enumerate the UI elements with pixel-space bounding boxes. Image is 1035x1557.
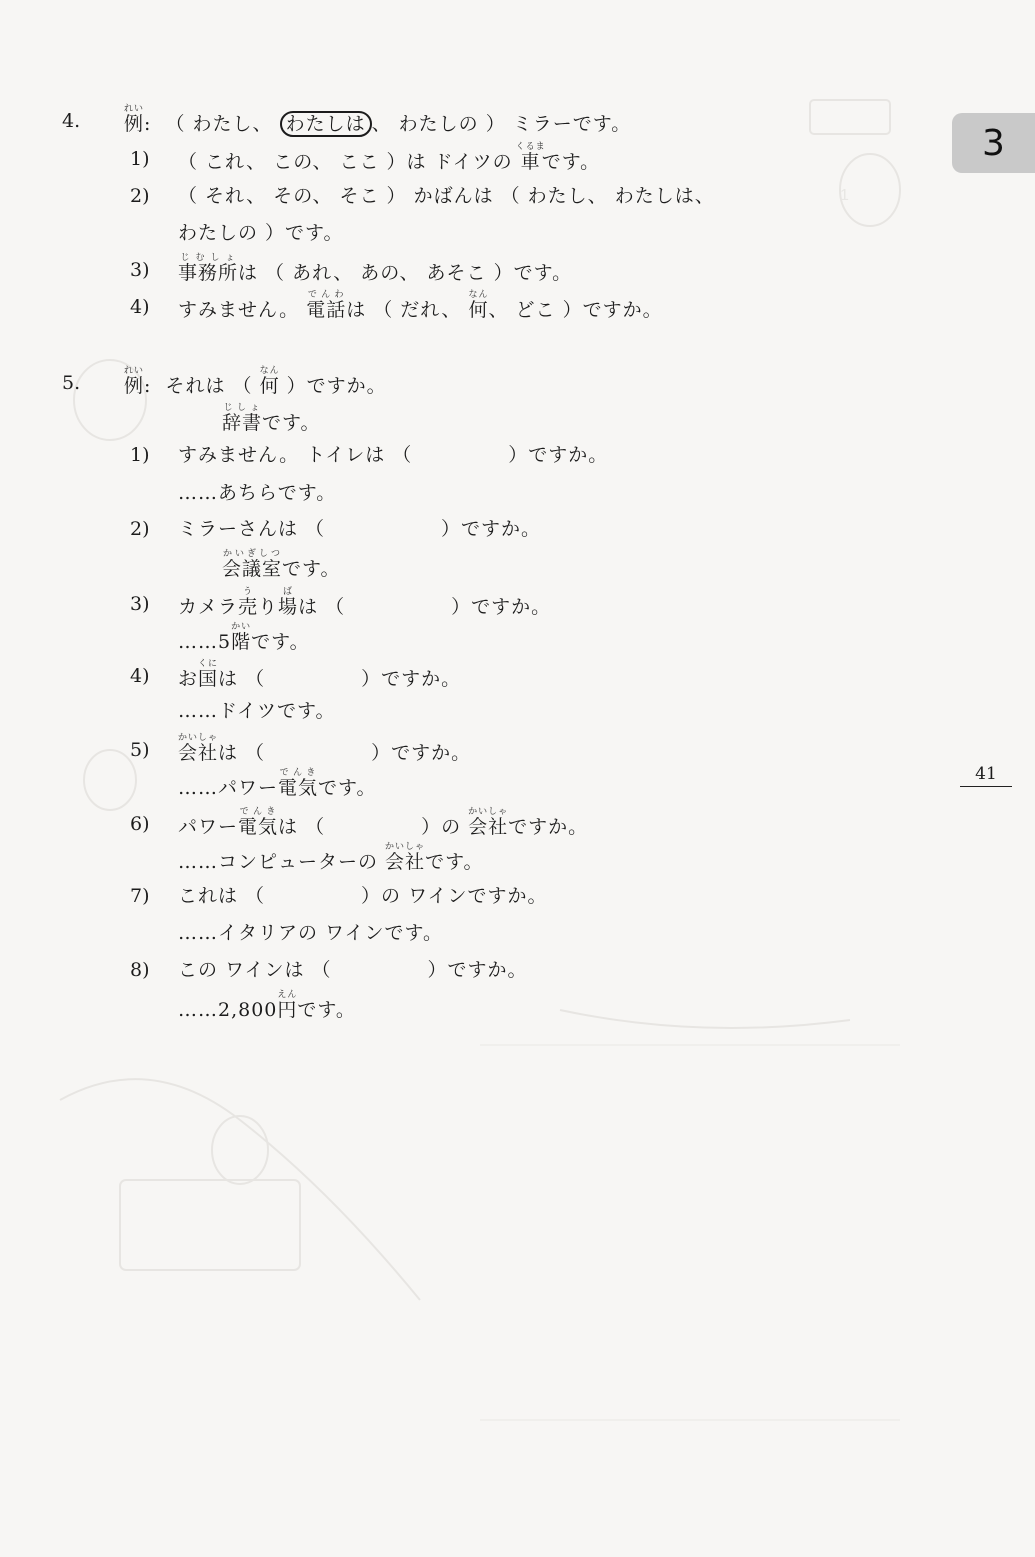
question-line-continued: わたしの ）です。 [178, 222, 344, 244]
page-number: 41 [960, 764, 1012, 787]
question-line: ミラーさんは （ ）ですか。 [178, 518, 542, 540]
answer-line: ……パワー電気でんきです。 [178, 768, 377, 799]
question-line: 会社かいしゃは （ ）ですか。 [178, 733, 472, 764]
svg-text:1: 1 [840, 187, 849, 204]
exercise-number: 5. [62, 372, 81, 394]
circled-answer: わたしは [280, 111, 372, 137]
chapter-tab: 3 [952, 113, 1035, 173]
question-line: この ワインは （ ）ですか。 [178, 959, 528, 981]
item-number: 3) [130, 593, 150, 615]
question-line: 事務所じむしょは （ あれ、 あの、 あそこ ）です。 [178, 253, 573, 284]
example-label: 例れい [124, 366, 145, 397]
item-number: 1) [130, 148, 150, 170]
item-number: 7) [130, 885, 150, 907]
answer-line: ……コンピューターの 会社かいしゃです。 [178, 842, 484, 873]
answer-line: ……2,800円えんです。 [178, 990, 356, 1021]
exercise-number: 4. [62, 110, 81, 132]
answer-line: ……あちらです。 [178, 482, 337, 504]
answer-line: 会議室かいぎしつです。 [222, 549, 341, 580]
example-label: 例れい [124, 104, 145, 135]
question-line: パワー電気でんきは （ ）の 会社かいしゃですか。 [178, 807, 589, 838]
example-line: 例れい: （ わたし、 わたしは 、 わたしの ） ミラーです。 [124, 104, 632, 135]
answer-line: ……ドイツです。 [178, 700, 336, 722]
item-number: 4) [130, 296, 150, 318]
question-line: （ これ、 この、 ここ ）は ドイツの 車くるまです。 [178, 142, 601, 173]
question-line: （ それ、 その、 そこ ） かばんは （ わたし、 わたしは、 [178, 185, 715, 207]
item-number: 2) [130, 185, 150, 207]
item-number: 3) [130, 259, 150, 281]
question-line: すみません。 トイレは （ ）ですか。 [178, 444, 609, 466]
item-number: 2) [130, 518, 150, 540]
item-number: 6) [130, 813, 150, 835]
example-answer: 辞書じしょです。 [222, 403, 321, 434]
example-line: 例れい: それは （ 何なん ）ですか。 [124, 366, 387, 397]
question-line: すみません。 電話でんわは （ だれ、 何なん、 どこ ）ですか。 [178, 290, 663, 321]
question-line: これは （ ）の ワインですか。 [178, 885, 548, 907]
item-number: 8) [130, 959, 150, 981]
answer-line: ……5階かいです。 [178, 622, 310, 653]
item-number: 5) [130, 739, 150, 761]
item-number: 1) [130, 444, 150, 466]
question-line: カメラ売うり場ばは （ ）ですか。 [178, 587, 552, 618]
question-line: お国くには （ ）ですか。 [178, 659, 462, 690]
answer-line: ……イタリアの ワインです。 [178, 922, 443, 944]
item-number: 4) [130, 665, 150, 687]
